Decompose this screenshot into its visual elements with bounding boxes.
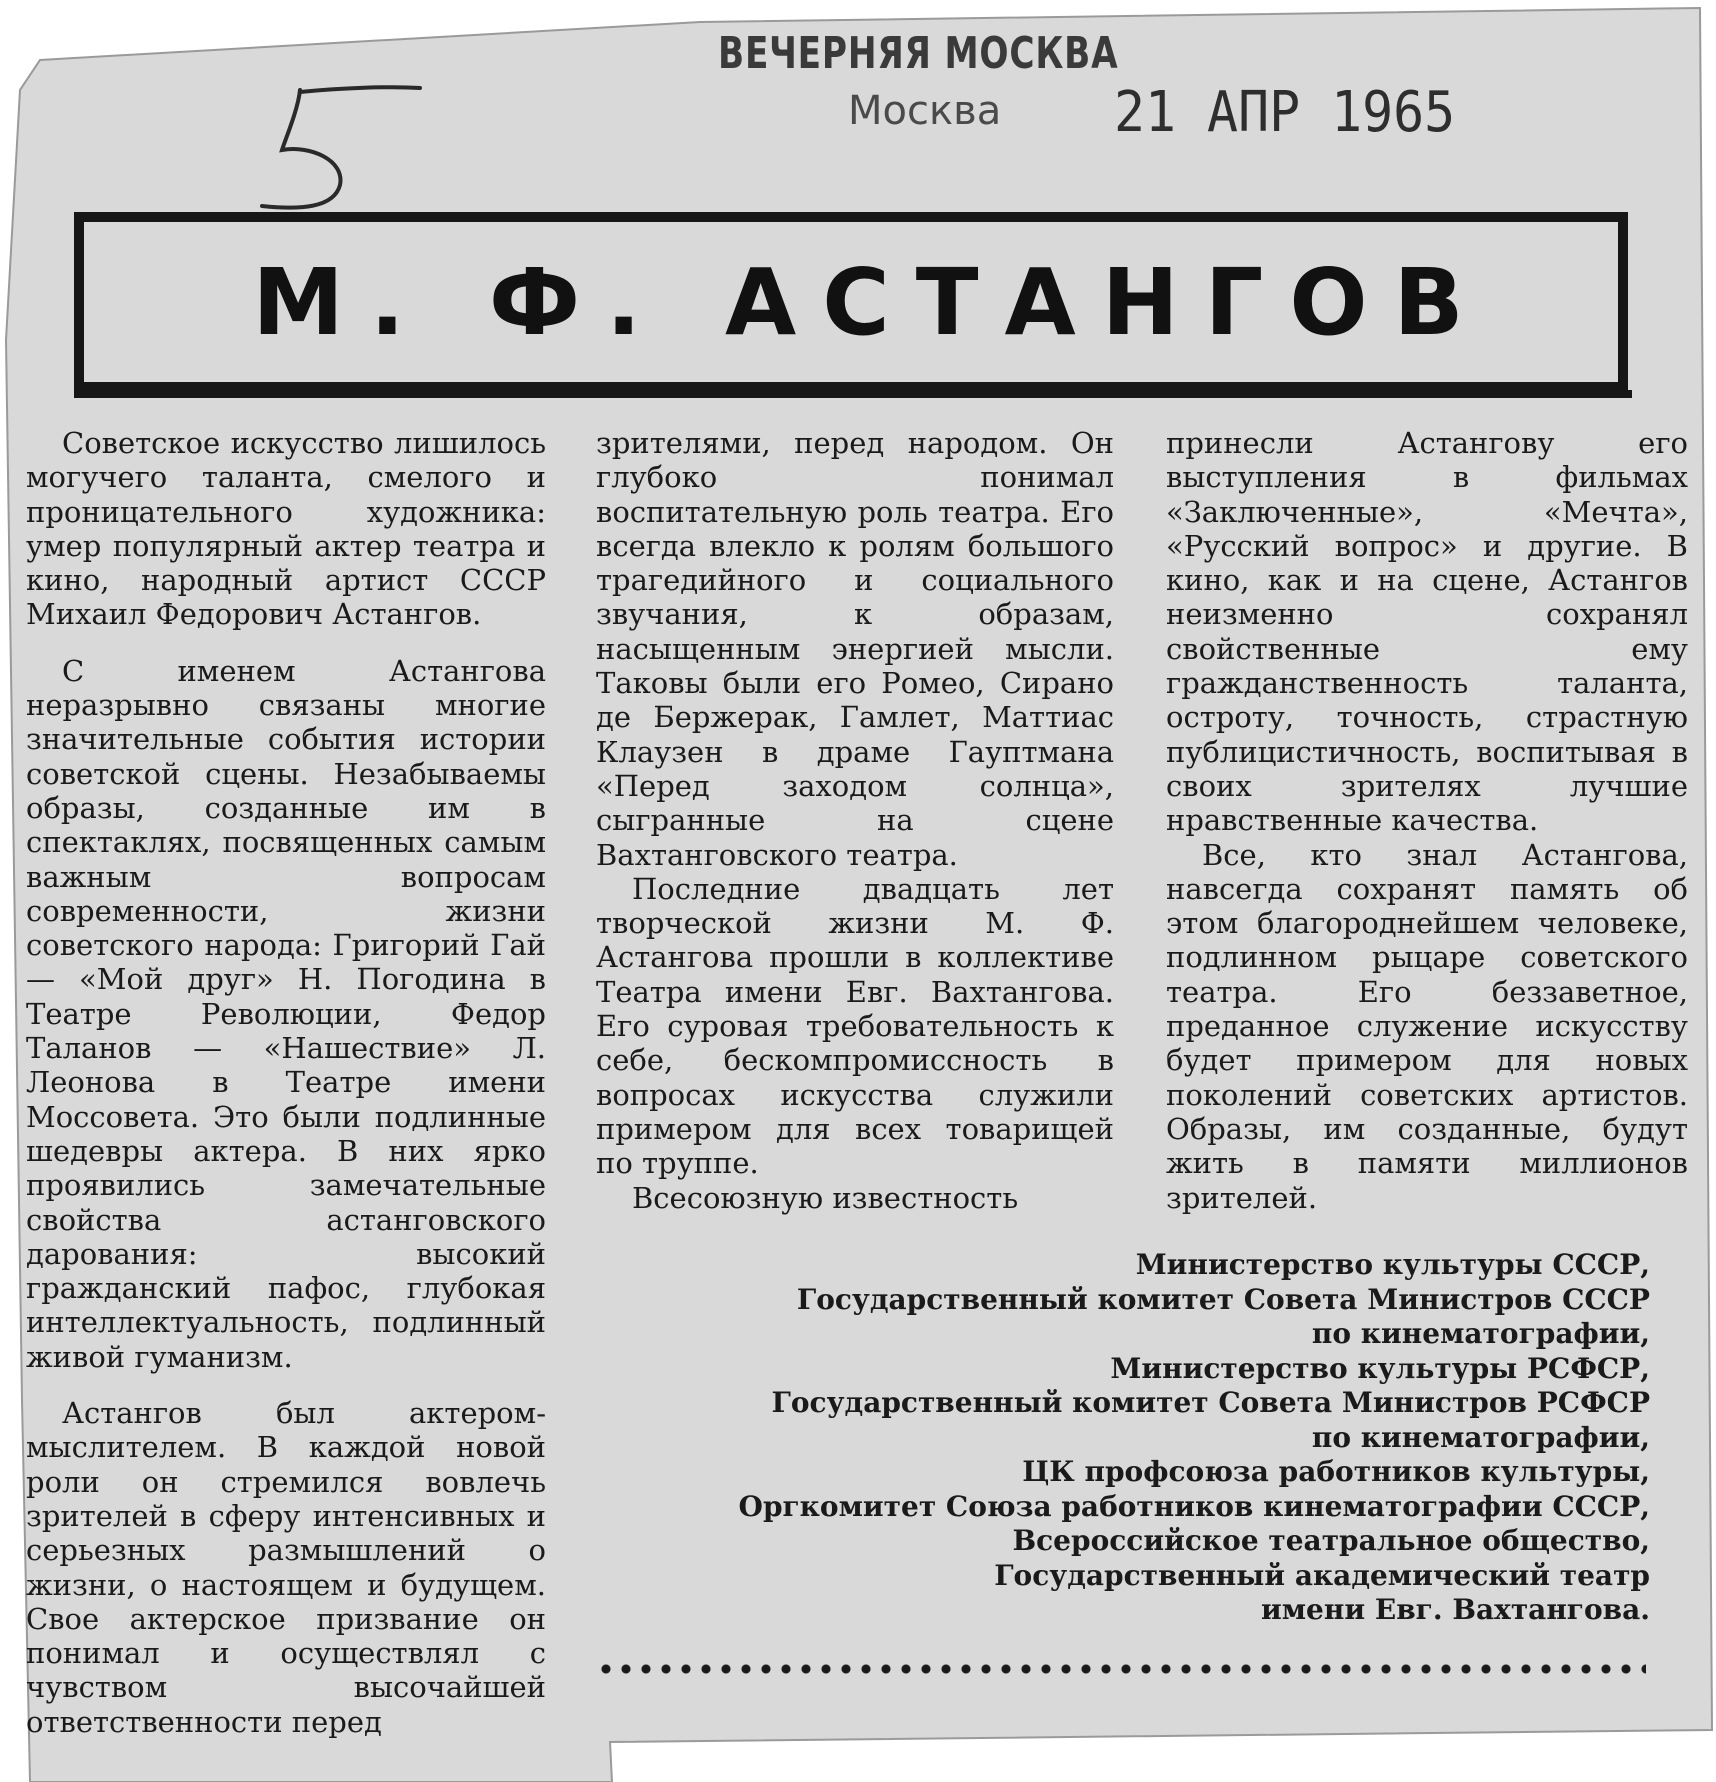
signatory-line: по кинематографии,	[1311, 1317, 1650, 1350]
city-stamp: Москва	[848, 88, 1002, 134]
newspaper-name-stamp: ВЕЧЕРНЯЯ МОСКВА	[718, 28, 1119, 79]
signatories-block	[600, 1248, 1650, 1628]
paragraph: принесли Астангову его выступления в фильмах «Заключенные», «Мечта», «Русский вопрос» и другие. В кино, как и на сцене, Астангов неизменно сохранял свойственные ему гражданственность таланта, остроту, точность, страстную публицистичность, воспитывая в своих зрителях лучшие нравственные качества.	[1166, 426, 1688, 838]
paragraph: зрителями, перед народом. Он глубоко понимал воспитательную роль театра. Его всегда влекло к ролям большого трагедийного и социального звучания, к образам, насыщенным энергией мысли. Таковы были его Ромео, Сирано де Бержерак, Гамлет, Маттиас Клаузен в драме Гауптмана «Перед заходом солнца», сыгранные на сцене Вахтанговского театра.	[596, 426, 1114, 872]
dotted-divider	[596, 1664, 1646, 1674]
signatory-line: Всероссийское театральное общество,	[1012, 1524, 1650, 1557]
signatory-line: Оргкомитет Союза работников кинематографии СССР,	[738, 1489, 1650, 1523]
signatory-line: ЦК профсоюза работников культуры,	[1022, 1455, 1650, 1488]
title-frame	[74, 212, 1628, 392]
signatory-line: по кинематографии,	[1311, 1420, 1650, 1454]
signatory-line: Государственный комитет Совета Министров РСФСР	[771, 1386, 1650, 1419]
paragraph: Астангов был актером-мыслителем. В каждой новой роли он стремился вовлечь зрителей в сферу интенсивных и серьезных размышлений о жизни, о настоящем и будущем. Свое актерское призвание он понимал и осуществлял с чувством высочайшей ответственности перед	[26, 1396, 546, 1739]
text-column-3	[1166, 426, 1688, 1215]
signatory-line: Министерство культуры РСФСР,	[1110, 1351, 1650, 1385]
date-stamp: 21 АПР 1965	[1114, 80, 1456, 145]
paragraph: Советское искусство лишилось могучего таланта, смелого и проницательного художника: умер популярный актер театра и кино, народный артист СССР Михаил Федорович Астангов.	[26, 426, 546, 632]
signatory-line: Государственный академический театр	[994, 1558, 1650, 1592]
signatory-line: Государственный комитет Совета Министров СССР	[796, 1282, 1650, 1316]
paragraph: Всесоюзную известность	[632, 1180, 1019, 1215]
paragraph: Все, кто знал Астангова, навсегда сохранят память об этом благороднейшем человеке, подлинном рыцаре советского театра. Его беззаветное, преданное служение искусству будет примером для новых поколений советских артистов. Образы, им созданные, будут жить в памяти миллионов зрителей.	[1166, 837, 1688, 1215]
text-column-1	[26, 426, 546, 1739]
article-title: М. Ф. АСТАНГОВ	[252, 248, 1490, 356]
signatory-line: имени Евг. Вахтангова.	[1260, 1593, 1650, 1626]
paragraph: С именем Астангова неразрывно связаны многие значительные события истории советской сцены. Незабываемы образы, созданные им в спектаклях, посвященных самым важным вопросам современности, жизни советского народа: Григорий Гай — «Мой друг» Н. Погодина в Театре Революции, Федор Таланов — «Нашествие» Л. Леонова в Театре имени Моссовета. Это были подлинные шедевры актера. В них ярко проявились замечательные свойства астанговского дарования: высокий гражданский пафос, глубокая интеллектуальность, подлинный живой гуманизм.	[26, 653, 546, 1374]
text-column-2	[596, 426, 1114, 1215]
paragraph: Последние двадцать лет творческой жизни М. Ф. Астангова прошли в коллективе Театра имени Евг. Вахтангова. Его суровая требовательность к себе, бескомпромиссность в вопросах искусства служили примером для всех товарищей по труппе.	[596, 871, 1114, 1181]
signatory-line: Министерство культуры СССР,	[1135, 1248, 1650, 1281]
